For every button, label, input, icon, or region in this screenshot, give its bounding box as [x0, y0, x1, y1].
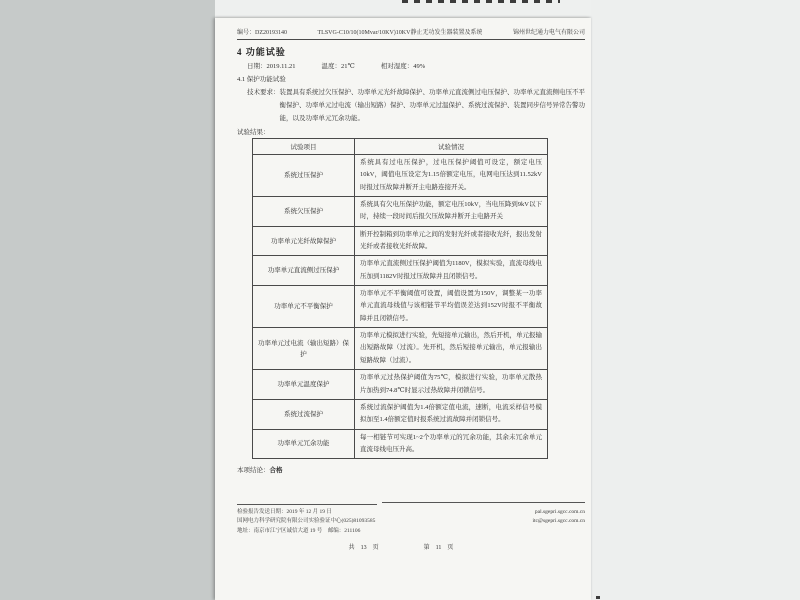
- company-name: 锦州世纪通力电气有限公司: [512, 30, 585, 36]
- footer-rule: [237, 502, 585, 505]
- test-results-table: [252, 138, 548, 459]
- document-paper: [215, 18, 591, 600]
- organization-email: itc@sgepri.sgcc.com.cn: [532, 518, 585, 525]
- table-row: [253, 370, 548, 400]
- test-item: 系统过流保护: [253, 399, 355, 429]
- scan-background-right: [591, 0, 800, 600]
- test-item: 系统欠压保护: [253, 197, 355, 227]
- tech-req-label: 技术要求：: [247, 89, 280, 96]
- test-detail: 功率单元不平衡阈值可设置，阈值设置为150V，调整某一功率单元直流母线值与该相链节平均值误差达到152V时报不平衡故障并且闭锁信号。: [355, 286, 548, 328]
- test-temperature: 温度：21℃: [321, 63, 355, 70]
- product-title: TLSVG-C10/10(10Mvar/10KV)10KV静止无功发生器装置及系统: [317, 30, 483, 36]
- test-item: 功率单元过电流（输出短路）保护: [253, 328, 355, 370]
- report-send-date: 检验报告发送日期：2019 年 12 月 19 日: [237, 509, 332, 515]
- column-header-detail: 试验情况: [355, 139, 548, 155]
- test-item: 功率单元直流侧过压保护: [253, 256, 355, 286]
- footer-rule-right: [382, 502, 585, 505]
- test-detail: 功率单元直流侧过压保护阈值为1180V，模拟实验，直流母线电压加到1182V时报过压故障并且闭锁信号。: [355, 256, 548, 286]
- current-page: 第 11 页: [423, 545, 454, 552]
- column-header-item: 试验项目: [253, 139, 355, 155]
- section-title: 4 功能试验: [237, 47, 286, 57]
- footer-rule-left: [237, 504, 377, 505]
- technical-requirements: [247, 86, 585, 125]
- test-humidity: 相对湿度：49%: [380, 63, 426, 70]
- subsection-title: 4.1 保护功能试验: [237, 76, 286, 83]
- table-row: [253, 399, 548, 429]
- table-row: [253, 328, 548, 370]
- table-row: [253, 197, 548, 227]
- conclusion-label: 本项结论：: [237, 467, 270, 475]
- total-pages: 共 13 页: [348, 545, 379, 552]
- test-detail: 系统过流保护阈值为1.4倍额定值电流，速断，电流采样信号模拟加至1.4倍额定值时报系统过流故障并闭锁信号。: [355, 399, 548, 429]
- environment-conditions: [247, 61, 585, 70]
- conclusion-line: [237, 465, 585, 474]
- footer-left: [237, 508, 375, 536]
- table-row: [253, 155, 548, 197]
- test-item: 系统过压保护: [253, 155, 355, 197]
- test-detail: 系统具有欠电压保护功能，额定电压10kV，当电压降到9kV以下时，持续一段时间后报欠压故障并断开主电路开关: [355, 197, 548, 227]
- test-detail: 功率单元过热保护阈值为75℃，模拟进行实验，功率单元散热片加热到74.8℃时显示过热故障并闭锁信号。: [355, 370, 548, 400]
- table-header-row: [253, 139, 548, 155]
- document-header: [237, 27, 585, 40]
- test-item: 功率单元不平衡保护: [253, 286, 355, 328]
- testing-organization: 国网电力科学研究院有限公司实验验证中心(025)81093585: [237, 518, 376, 525]
- results-label: 试验结果：: [237, 129, 270, 136]
- test-item: 功率单元光纤故障保护: [253, 226, 355, 256]
- page-numbers: [227, 542, 575, 551]
- footer-right: [532, 508, 585, 536]
- test-detail: 功率单元模拟进行实验，先短接单元输出，然后开机，单元报输出短路故障（过流）。先开机，然后短接单元输出，单元报输出短路故障（过流）。: [355, 328, 548, 370]
- test-date: 日期：2019.11.21: [247, 63, 296, 70]
- footer-columns: [237, 508, 585, 536]
- test-item: 功率单元冗余功能: [253, 429, 355, 459]
- document-content: [215, 18, 591, 474]
- test-detail: 每一相链节可实现1~2个功率单元的冗余功能，其余未冗余单元直流母线电压升高。: [355, 429, 548, 459]
- tech-req-text: 装置具有系统过欠压保护、功率单元光纤故障保护、功率单元直流侧过电压保护、功率单元直流侧电压不平衡保护、功率单元过电流（输出短路）保护、功率单元过温保护、系统过流保护、装置同步信号异常告警功能，以及功率单元冗余功能。: [279, 89, 585, 122]
- organization-address: 地址：南京市江宁区诚信大道 19 号 邮编：211106: [237, 527, 361, 534]
- doc-number: 编号：DZ20193140: [237, 30, 287, 36]
- table-row: [253, 286, 548, 328]
- document-footer: [237, 502, 585, 551]
- test-detail: 断开控制箱到功率单元之间的发射光纤或者接收光纤，报出发射光纤或者接收光纤故障。: [355, 226, 548, 256]
- table-row: [253, 256, 548, 286]
- organization-website: pal.sgepri.sgcc.com.cn: [534, 509, 585, 515]
- table-row: [253, 226, 548, 256]
- test-item: 功率单元温度保护: [253, 370, 355, 400]
- scan-artifact-top: [402, 0, 560, 3]
- conclusion-value: 合格: [269, 467, 283, 475]
- test-detail: 系统具有过电压保护，过电压保护阈值可设定，额定电压10kV，阈值电压设定为1.15倍额定电压，电网电压达到11.52kV时报过压故障并断开主电路连接开关。: [355, 155, 548, 197]
- table-row: [253, 429, 548, 459]
